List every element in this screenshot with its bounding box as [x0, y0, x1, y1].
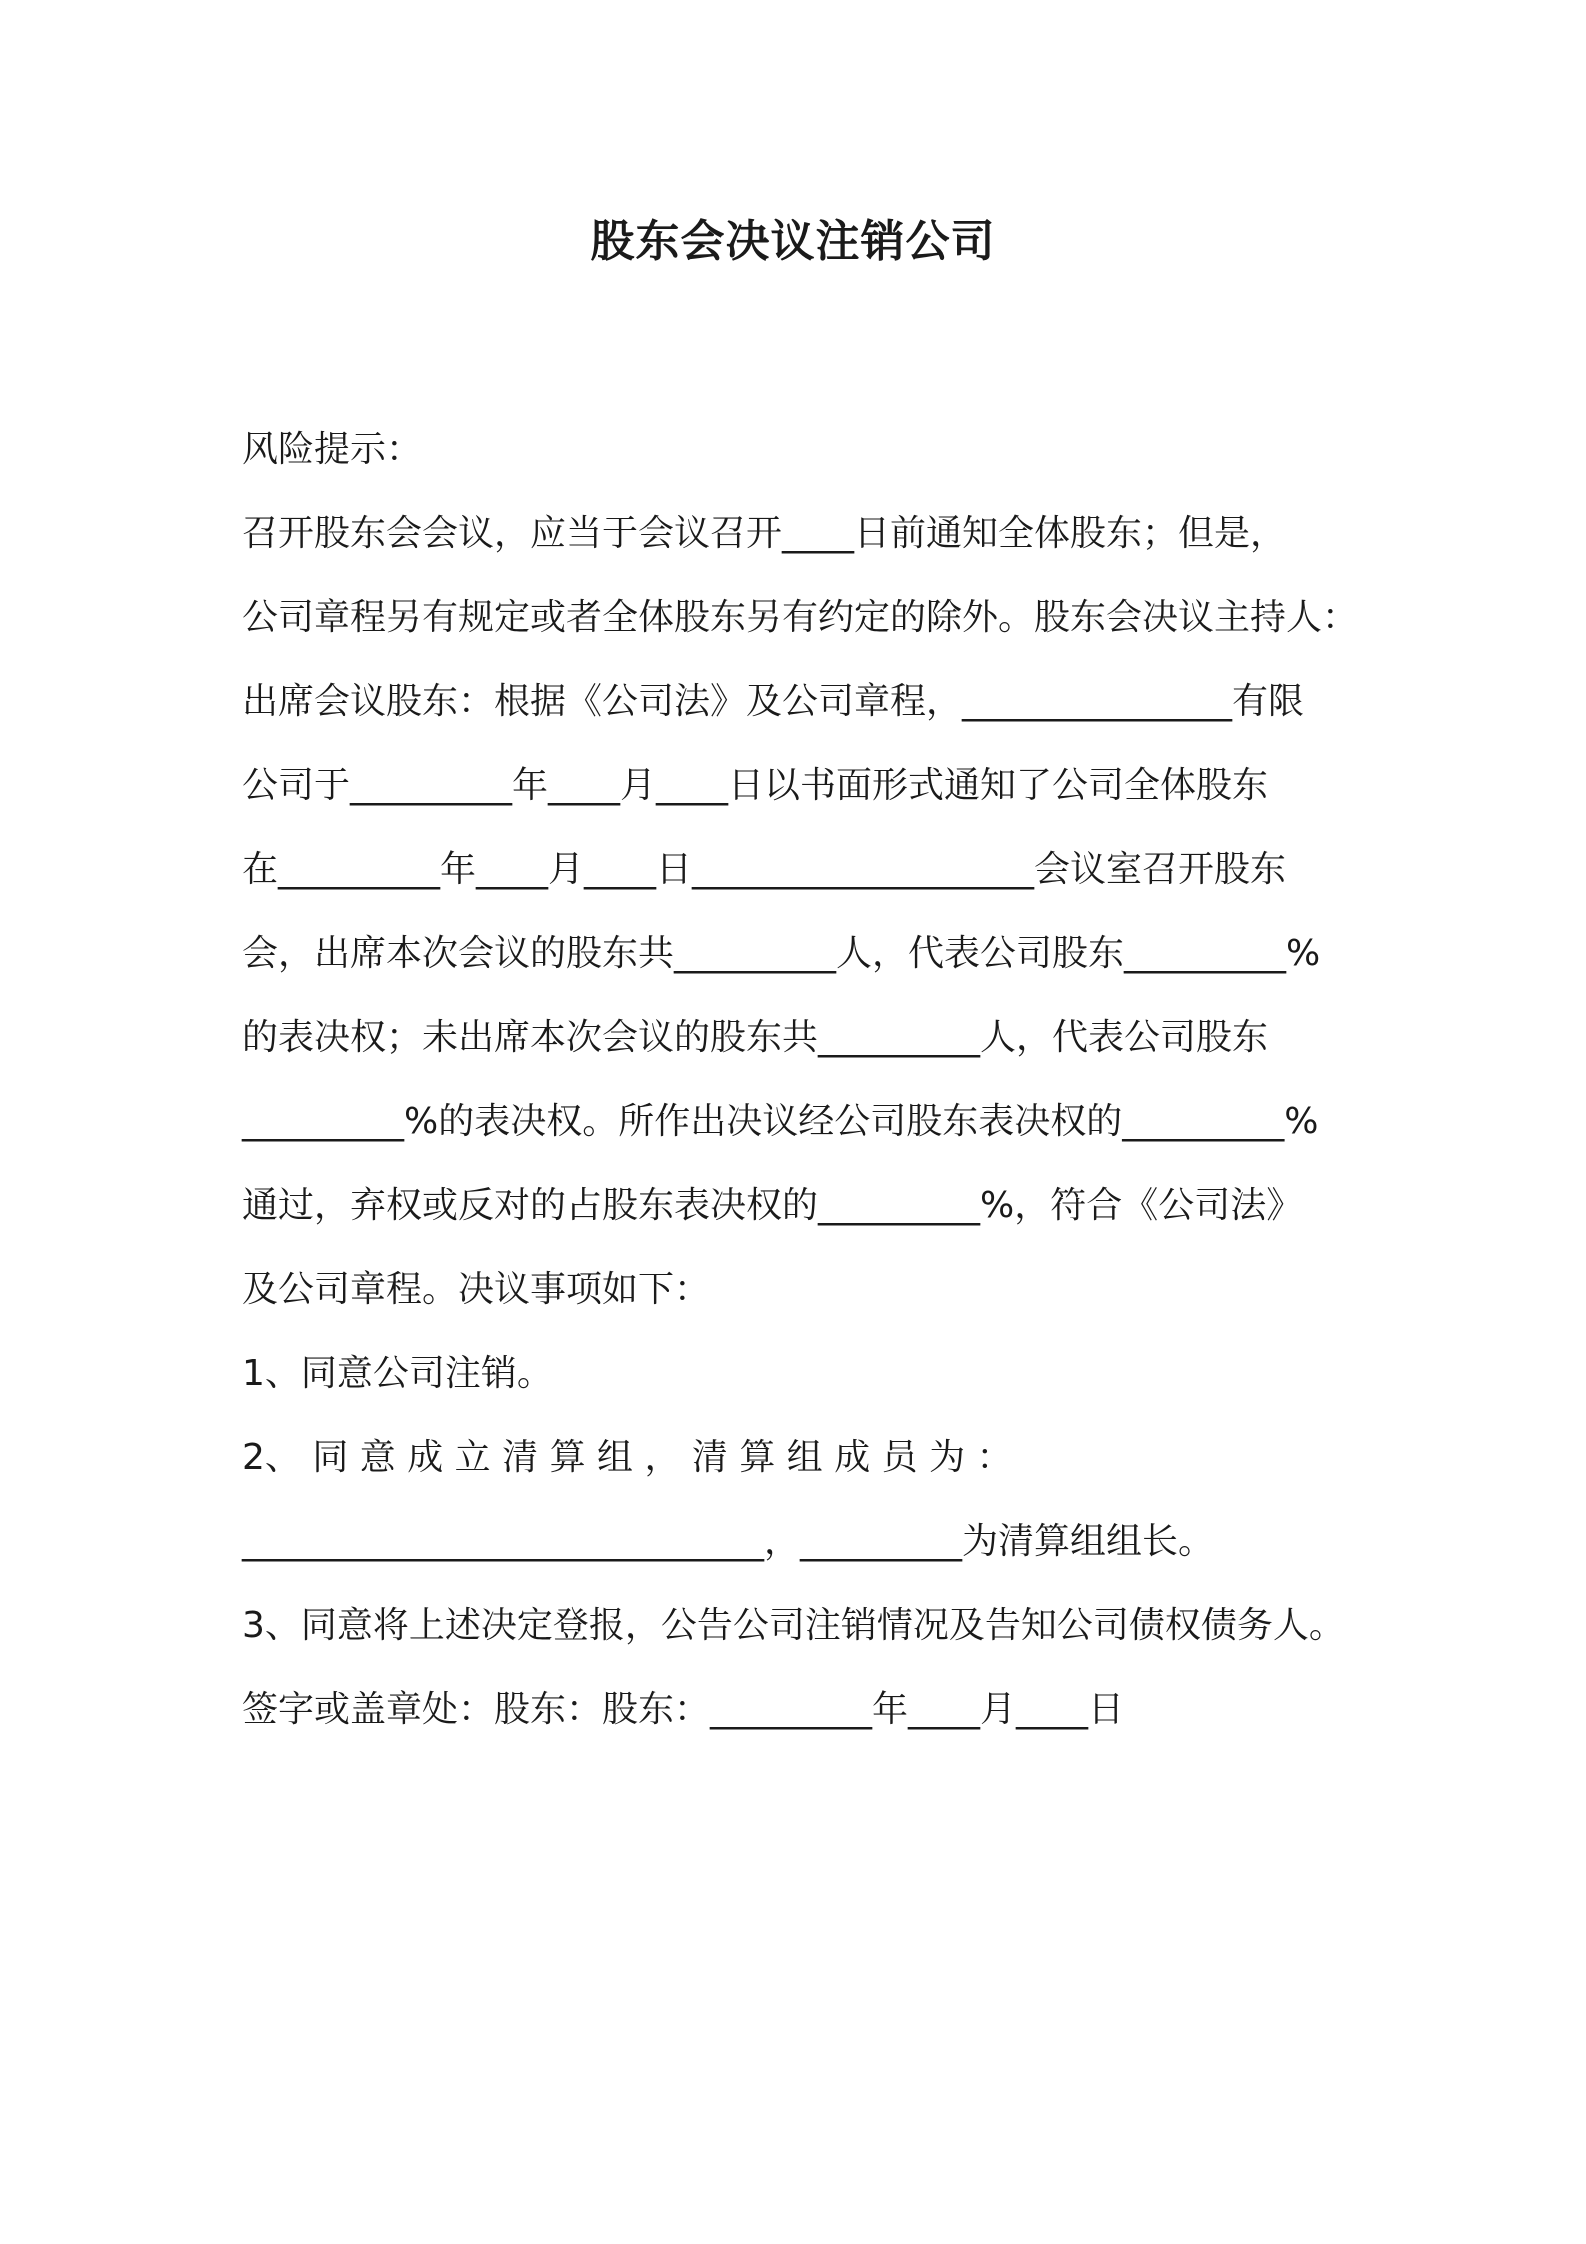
- body-line: 的表决权；未出席本次会议的股东共_________人，代表公司股东: [242, 1017, 1269, 1058]
- body-line: 及公司章程。决议事项如下：: [242, 1269, 711, 1310]
- body-line: 通过，弃权或反对的占股东表决权的_________%，符合《公司法》: [242, 1185, 1303, 1226]
- resolution-item-2: 2、 同 意 成 立 清 算 组 ， 清 算 组 成 员 为 ：: [242, 1437, 1013, 1478]
- liquidation-members-line: _____________________________，_________为清算组组长。: [242, 1521, 1215, 1562]
- body-line: 在_________年____月____日___________________会议室召开股东: [242, 849, 1287, 890]
- document-body: [242, 408, 1362, 1752]
- body-line: 会，出席本次会议的股东共_________人，代表公司股东_________%: [242, 933, 1321, 974]
- resolution-item-1: 1、同意公司注销。: [242, 1353, 553, 1394]
- document-title: 股东会决议注销公司: [590, 216, 996, 267]
- resolution-item-3: 3、同意将上述决定登报，公告公司注销情况及告知公司债权债务人。: [242, 1605, 1345, 1646]
- body-line: 公司章程另有规定或者全体股东另有约定的除外。股东会决议主持人：: [242, 597, 1359, 638]
- body-line: 公司于_________年____月____日以书面形式通知了公司全体股东: [242, 765, 1269, 806]
- body-line: 召开股东会会议，应当于会议召开____日前通知全体股东；但是，: [242, 513, 1287, 554]
- body-line: 出席会议股东：根据《公司法》及公司章程，_______________有限: [242, 681, 1305, 722]
- signature-line: 签字或盖章处：股东：股东：_________年____月____日: [242, 1689, 1125, 1730]
- body-line: _________%的表决权。所作出决议经公司股东表决权的_________%: [242, 1101, 1319, 1142]
- risk-notice-heading: 风险提示：: [242, 429, 423, 470]
